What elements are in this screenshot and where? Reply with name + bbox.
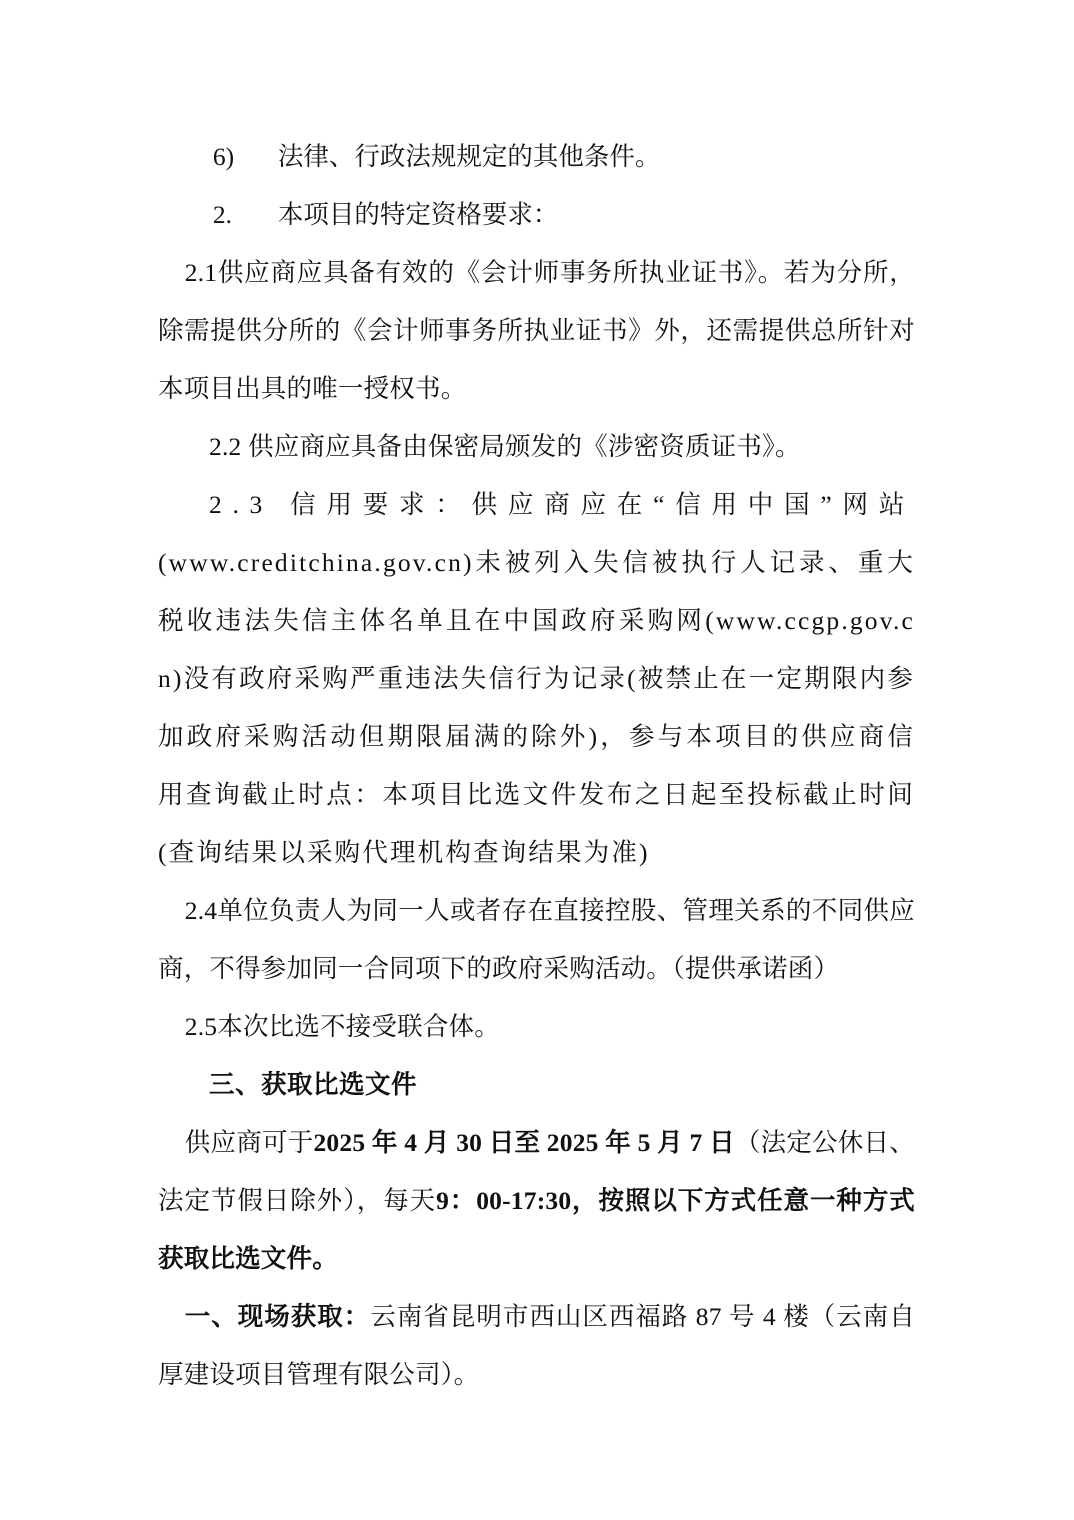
list-item-text: 本项目的特定资格要求： [277,200,559,229]
method-one-address: 云南省昆明市西山区西福路 87 号 4 楼（云南自厚建设项目管理有限公司）。 [158,1302,915,1389]
section-heading-three: 三、获取比选文件 [209,1071,418,1099]
acquire-documents-paragraph [158,1114,915,1288]
list-item-text: 法律、行政法规规定的其他条件。 [277,142,661,171]
list-item [158,128,915,186]
document-content [158,128,915,1404]
acquire-lead-text: 供应商可于 [184,1128,314,1157]
clause-2-4: 2.4单位负责人为同一人或者存在直接控股、管理关系的不同供应商，不得参加同一合同项下的政府采购活动。（提供承诺函） [158,896,915,983]
acquire-date-range: 2025 年 4 月 30 日至 2025 年 5 月 7 日 [313,1128,735,1157]
clause-2-5: 2.5本次比选不接受联合体。 [184,1012,500,1041]
list-marker: 2. [212,200,232,229]
clause-2-2: 2.2 供应商应具备由保密局颁发的《涉密资质证书》。 [209,432,801,461]
method-one-paragraph [158,1288,915,1404]
clause-2-1: 2.1供应商应具备有效的《会计师事务所执业证书》。若为分所，除需提供分所的《会计师事务所执业证书》外，还需提供总所针对本项目出具的唯一授权书。 [158,258,915,403]
clause-2-3 [158,476,915,882]
list-item [158,186,915,244]
list-marker: 6) [212,142,235,171]
clause-2-3-body: (www.creditchina.gov.cn)未被列入失信被执行人记录、重大税收违法失信主体名单且在中国政府采购网(www.ccgp.gov.cn)没有政府采购严重违法失信行为记录(被禁止在一定期限内参加政府采购活动但期限届满的除外)，参与本项目的供应商信用查询截止时点：本项目比选文件发布之日起至投标截止时间(查询结果以采购代理机构查询结果为准) [158,548,915,867]
clause-2-3-lead: 2.3 信用要求：供应商应在“信用中国”网站 [209,490,915,519]
acquire-middle-text: （法定公休日、法定节假日除外），每天 [158,1128,915,1215]
method-one-label: 一、现场获取： [184,1302,371,1331]
acquire-time-range: 9：00-17:30，按照以下方式任意一种方式获取比选文件。 [158,1186,915,1273]
